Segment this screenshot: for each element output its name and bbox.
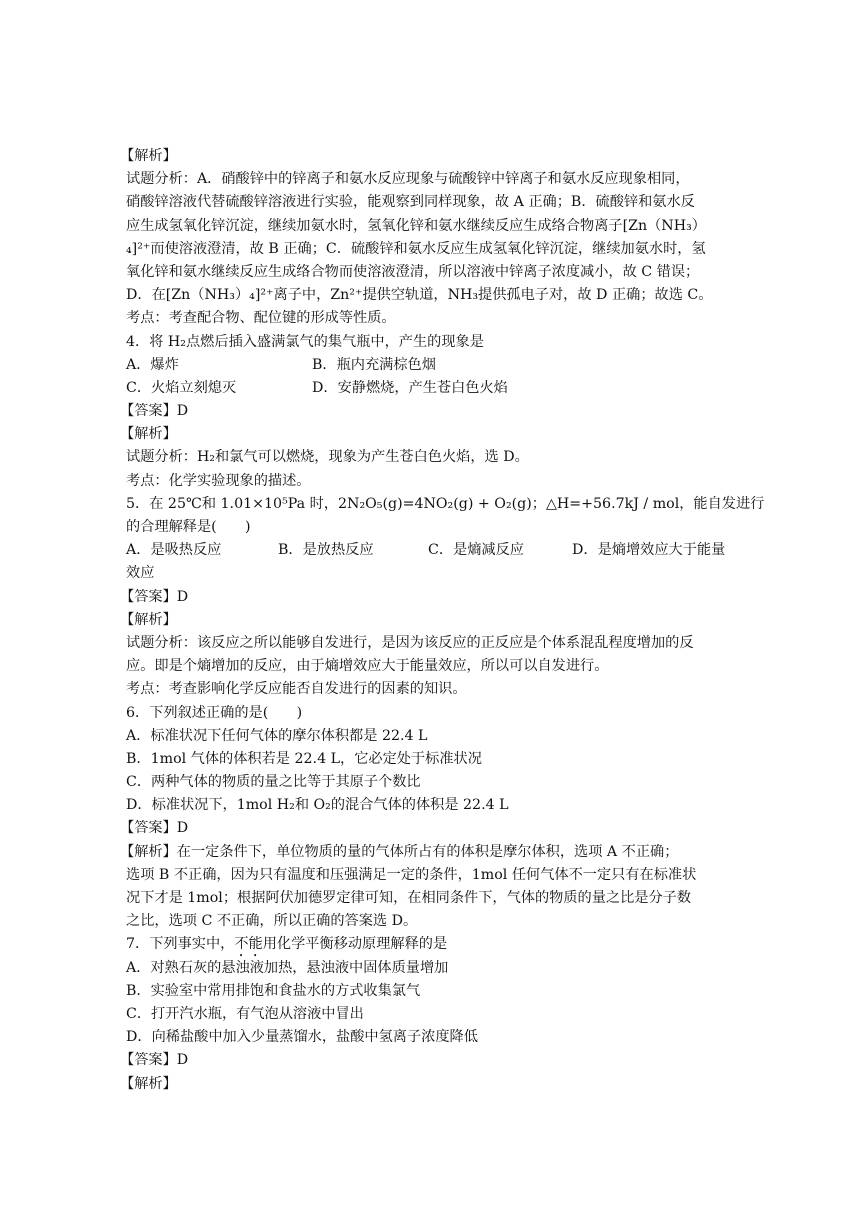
option-b: B．是放热反应 bbox=[278, 542, 374, 559]
option-c: C．两种气体的物质的量之比等于其原子个数比 bbox=[126, 774, 421, 791]
analysis-line: 硝酸锌溶液代替硫酸锌溶液进行实验，能观察到同样现象，故 A 正确；B．硫酸锌和氨水反 bbox=[126, 194, 695, 211]
analysis-line: 况下才是 1mol；根据阿伏加德罗定律可知，在相同条件下，气体的物质的量之比是分子数 bbox=[126, 890, 692, 906]
analysis-line: 试题分析：A．硝酸锌中的锌离子和氨水反应现象与硫酸锌中锌离子和氨水反应现象相同， bbox=[126, 171, 690, 188]
option-a: A．对熟石灰的悬浊液加热，悬浊液中固体质量增加 bbox=[126, 959, 449, 976]
analysis-line: D．在[Zn（NH₃）₄]²⁺离子中，Zn²⁺提供空轨道，NH₃提供孤电子对，故 D 正确；故选 C。 bbox=[126, 287, 713, 304]
analysis-line: 应。即是个熵增加的反应，由于熵增效应大于能量效应，所以可以自发进行。 bbox=[126, 658, 609, 675]
option-a: A．是吸热反应 bbox=[126, 542, 222, 559]
analysis-line: 之比，选项 C 不正确，所以正确的答案选 D。 bbox=[126, 913, 418, 930]
option-c: C．是熵减反应 bbox=[428, 542, 524, 559]
question-6-stem: 6．下列叙述正确的是( ) bbox=[126, 704, 303, 721]
option-b: B．瓶内充满棕色烟 bbox=[312, 356, 436, 373]
document-body bbox=[120, 145, 765, 1096]
question-7-stem bbox=[126, 933, 732, 956]
section-heading-analysis: 【解析】 bbox=[120, 611, 177, 628]
question-7-stem-start: 7．下列事实中， bbox=[126, 936, 235, 953]
answer-label: 【答案】D bbox=[120, 403, 189, 420]
analysis-line: 氧化锌和氨水继续反应生成络合物而使溶液澄清，所以溶液中锌离子浓度减小，故 C 错误； bbox=[126, 263, 700, 280]
option-d: D．是熵增效应大于能量 bbox=[572, 542, 726, 559]
question-7-stem-end: 用化学平衡移动原理解释的是 bbox=[262, 936, 448, 953]
question-5-options bbox=[126, 539, 732, 562]
knowledge-point: 考点：考查配合物、配位键的形成等性质。 bbox=[126, 310, 396, 327]
analysis-line: 【解析】在一定条件下，单位物质的量的气体所占有的体积是摩尔体积，选项 A 不正确； bbox=[120, 843, 679, 860]
knowledge-point: 考点：考查影响化学反应能否自发进行的因素的知识。 bbox=[126, 681, 467, 698]
section-heading-analysis: 【解析】 bbox=[120, 148, 177, 164]
section-heading-analysis: 【解析】 bbox=[120, 426, 177, 443]
analysis-line: 试题分析：H₂和氯气可以燃烧，现象为产生苍白色火焰，选 D。 bbox=[126, 449, 529, 466]
question-4-stem: 4．将 H₂点燃后插入盛满氯气的集气瓶中，产生的现象是 bbox=[126, 333, 484, 350]
emphasis-not: 不能 bbox=[234, 936, 263, 953]
question-5-stem: 的合理解释是( ) bbox=[126, 519, 251, 535]
analysis-line: 应生成氢氧化锌沉淀，继续加氨水时，氢氧化锌和氨水继续反应生成络合物离子[Zn（NH₃） bbox=[126, 217, 706, 234]
analysis-line: 选项 B 不正确，因为只有温度和压强满足一定的条件，1mol 任何气体不一定只有在标准状 bbox=[126, 866, 697, 883]
question-5-stem: 5．在 25℃和 1.01×10⁵Pa 时，2N₂O₅(g)=4NO₂(g) + O₂(g)；△H=+56.7kJ / mol，能自发进行 bbox=[126, 495, 765, 512]
option-a: A．爆炸 bbox=[126, 356, 179, 373]
knowledge-point: 考点：化学实验现象的描述。 bbox=[126, 472, 311, 489]
option-c: C．打开汽水瓶，有气泡从溶液中冒出 bbox=[126, 1005, 364, 1022]
answer-label: 【答案】D bbox=[120, 588, 189, 605]
analysis-line: ₄]²⁺而使溶液澄清，故 B 正确；C．硫酸锌和氨水反应生成氢氧化锌沉淀，继续加氨水时，氢 bbox=[126, 240, 706, 257]
answer-label: 【答案】D bbox=[120, 1052, 189, 1069]
question-4-options-row-1 bbox=[126, 354, 732, 377]
analysis-line: 试题分析：该反应之所以能够自发进行，是因为该反应的正反应是个体系混乱程度增加的反 bbox=[126, 634, 694, 651]
option-d: D．标准状况下，1mol H₂和 O₂的混合气体的体积是 22.4 L bbox=[126, 797, 509, 814]
option-b: B．实验室中常用排饱和食盐水的方式收集氯气 bbox=[126, 982, 421, 999]
question-4-options-row-2 bbox=[126, 377, 732, 400]
option-c: C．火焰立刻熄灭 bbox=[126, 379, 237, 396]
option-d-continuation: 效应 bbox=[126, 565, 155, 582]
option-d: D．安静燃烧，产生苍白色火焰 bbox=[312, 379, 508, 396]
option-a: A．标准状况下任何气体的摩尔体积都是 22.4 L bbox=[126, 727, 428, 744]
answer-label: 【答案】D bbox=[120, 820, 189, 837]
option-d: D．向稀盐酸中加入少量蒸馏水，盐酸中氢离子浓度降低 bbox=[126, 1029, 478, 1046]
option-b: B．1mol 气体的体积若是 22.4 L，它必定处于标准状况 bbox=[126, 750, 482, 767]
section-heading-analysis: 【解析】 bbox=[120, 1075, 177, 1092]
